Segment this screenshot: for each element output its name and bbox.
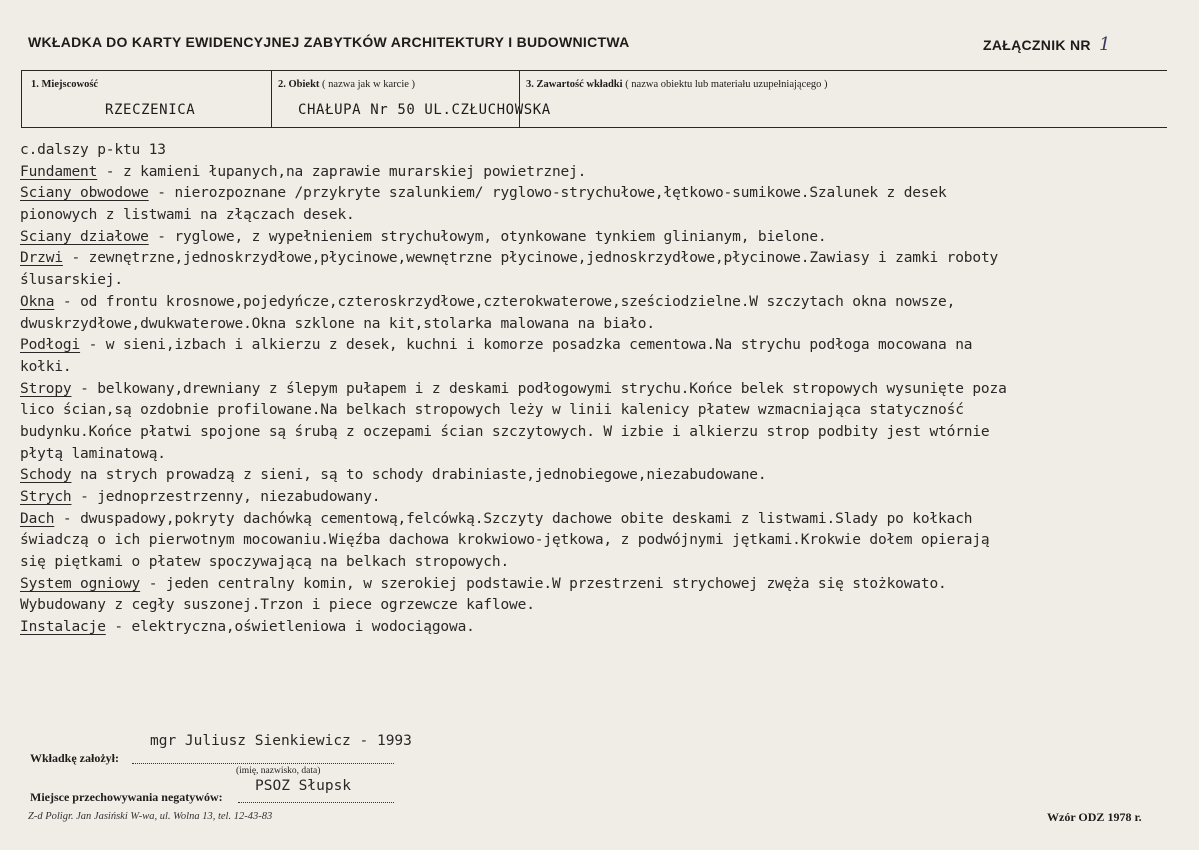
section-heading: Sciany działowe	[20, 228, 149, 245]
text-line	[20, 465, 1185, 487]
text-line	[20, 314, 1185, 336]
locality-cell	[22, 71, 271, 127]
text-line	[20, 270, 1185, 292]
text-line	[20, 292, 1185, 314]
text-line	[20, 509, 1185, 531]
line-text: - od frontu krosnowe,pojedyńcze,czteroskrzydłowe,czterokwaterowe,sześciodzielne.W szczytach okna nowsze,	[54, 293, 956, 310]
storage-value: PSOZ Słupsk	[255, 778, 352, 794]
text-line	[20, 379, 1185, 401]
line-text: - ryglowe, z wypełnieniem strychułowym, otynkowane tynkiem glinianym, bielone.	[148, 228, 827, 245]
content-hint: ( nazwa obiektu lub materiału uzupełniającego )	[625, 79, 828, 90]
content-label-wrap	[526, 79, 828, 90]
object-label-wrap	[278, 79, 415, 90]
text-line	[20, 248, 1185, 270]
line-text: - dwuspadowy,pokryty dachówką cementową,felcówką.Szczyty dachowe obite deskami z listwami.Slady po kołkach	[54, 510, 973, 527]
text-line	[20, 205, 1185, 227]
line-text: - nierozpoznane /przykryte szalunkiem/ ryglowo-strychułowe,łętkowo-sumikowe.Szalunek z desek	[148, 185, 947, 202]
text-line	[20, 595, 1185, 617]
object-label: 2. Obiekt	[278, 79, 320, 90]
line-text: pionowych z listwami na złączach desek.	[20, 207, 355, 224]
text-line	[20, 357, 1185, 379]
line-text: świadczą o ich pierwotnym mocowaniu.Więźba dachowa krokwiowo-jętkowa, z podwójnymi jętkami.Krokwie dołem opierają	[20, 532, 990, 549]
line-text: lico ścian,są ozdobnie profilowane.Na belkach stropowych leży w linii kalenicy płatew wzmacniająca statyczność	[20, 402, 964, 419]
section-heading: Drzwi	[20, 250, 63, 267]
author-label: Wkładkę założył:	[30, 751, 119, 765]
author-hint: (imię, nazwisko, data)	[236, 766, 321, 776]
section-heading: Stropy	[20, 380, 72, 397]
section-heading: Dach	[20, 510, 55, 527]
line-text: - belkowany,drewniany z ślepym pułapem i z deskami podłogowymi strychu.Końce belek stropowych wysunięte poza	[71, 380, 1007, 397]
header-fields-box	[21, 70, 1167, 128]
text-line	[20, 487, 1185, 509]
line-text: się piętkami o płatew spoczywającą na belkach stropowych.	[20, 554, 510, 571]
annex-number: 1	[1099, 34, 1111, 55]
text-line	[20, 422, 1185, 444]
line-text: dwuskrzydłowe,dwukwaterowe.Okna szklone na kit,stolarka malowana na biało.	[20, 315, 655, 332]
section-heading: Podłogi	[20, 337, 81, 354]
text-line	[20, 530, 1185, 552]
line-text: - zewnętrzne,jednoskrzydłowe,płycinowe,wewnętrzne płycinowe,jednoskrzydłowe,płycinowe.Zawiasy i zamki roboty	[62, 250, 999, 267]
line-text: - jeden centralny komin, w szerokiej podstawie.W przestrzeni strychowej zwęża się stożkowato.	[140, 575, 947, 592]
printer-imprint: Z-d Poligr. Jan Jasiński W-wa, ul. Wolna 13, tel. 12-43-83	[28, 811, 273, 822]
section-heading: Okna	[20, 293, 55, 310]
object-value: CHAŁUPA Nr 50 UL.CZŁUCHOWSKA	[298, 102, 551, 118]
text-line	[20, 617, 1185, 639]
text-line	[20, 227, 1185, 249]
section-heading: Schody	[20, 467, 72, 484]
section-heading: Sciany obwodowe	[20, 185, 149, 202]
text-line	[20, 335, 1185, 357]
description-text	[20, 140, 1185, 639]
line-text: c.dalszy p-ktu 13	[20, 142, 166, 158]
form-title: WKŁADKA DO KARTY EWIDENCYJNEJ ZABYTKÓW ARCHITEKTURY I BUDOWNICTWA	[28, 34, 630, 50]
author-dotted-line	[132, 763, 394, 764]
annex-label	[983, 34, 1111, 55]
line-text: - elektryczna,oświetleniowa i wodociągowa.	[105, 619, 475, 636]
content-label: 3. Zawartość wkładki	[526, 79, 623, 90]
object-hint: ( nazwa jak w karcie )	[322, 79, 416, 90]
section-heading: Strych	[20, 489, 72, 505]
locality-label: 1. Miejscowość	[31, 79, 99, 90]
section-heading: Fundament	[20, 163, 98, 180]
text-line	[20, 400, 1185, 422]
section-heading: Instalacje	[20, 619, 106, 636]
content-cell	[519, 71, 1168, 127]
line-text: budynku.Końce płatwi spojone są śrubą z oczepami ścian szczytowych. W izbie i alkierzu strop podbity jest wtórnie	[20, 423, 990, 440]
line-text: - jednoprzestrzenny, niezabudowany.	[71, 489, 381, 505]
line-text: na strych prowadzą z sieni, są to schody drabiniaste,jednobiegowe,niezabudowane.	[71, 467, 767, 484]
text-line	[20, 552, 1185, 574]
text-line	[20, 140, 1185, 162]
line-text: płytą laminatową.	[20, 445, 166, 462]
line-text: ślusarskiej.	[20, 272, 123, 289]
annex-label-text: ZAŁĄCZNIK NR	[983, 37, 1091, 53]
section-heading: System ogniowy	[20, 575, 141, 592]
locality-value: RZECZENICA	[105, 102, 196, 118]
text-line	[20, 183, 1185, 205]
storage-label: Miejsce przechowywania negatywów:	[30, 790, 223, 804]
line-text: Wybudowany z cegły suszonej.Trzon i piece ogrzewcze kaflowe.	[20, 597, 535, 614]
author-value: mgr Juliusz Sienkiewicz - 1993	[150, 733, 412, 749]
line-text: - w sieni,izbach i alkierzu z desek, kuchni i komorze posadzka cementowa.Na strychu podłoga mocowana na	[80, 337, 973, 354]
text-line	[20, 574, 1185, 596]
text-line	[20, 444, 1185, 466]
line-text: - z kamieni łupanych,na zaprawie murarskiej powietrznej.	[97, 163, 587, 180]
storage-dotted-line	[238, 802, 394, 803]
object-cell	[271, 71, 551, 127]
text-line	[20, 162, 1185, 184]
form-model: Wzór ODZ 1978 r.	[1047, 810, 1142, 824]
line-text: kołki.	[20, 358, 72, 375]
